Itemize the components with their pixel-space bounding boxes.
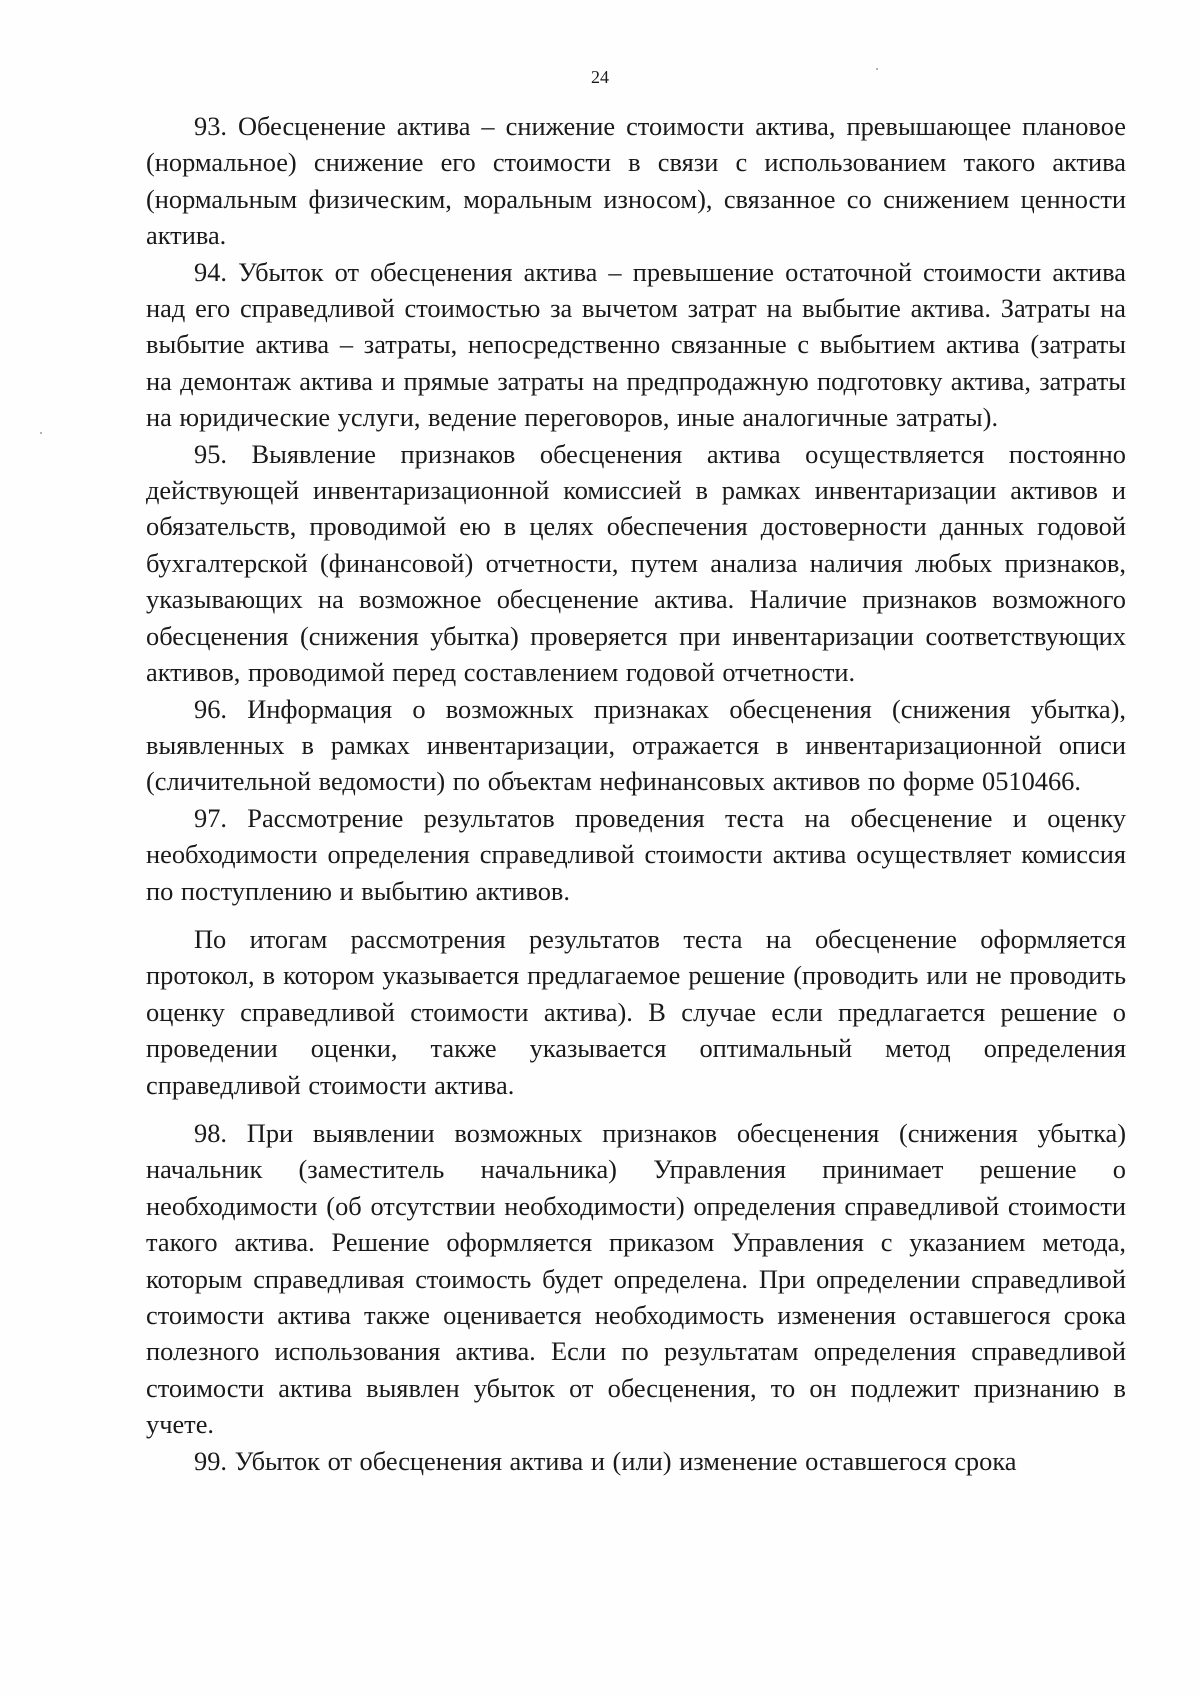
paragraph-96: 96. Информация о возможных признаках обесценения (снижения убытка), выявленных в рамках инвентаризации, отражается в инвентаризационной описи (сличительной ведомости) по объектам нефинансовых активов по форме 0510466. [146,693,1126,797]
paragraph-98: 98. При выявлении возможных признаков обесценения (снижения убытка) начальник (заместитель начальника) Управления принимает решение о необходимости (об отсутствии необходимости) определения справедливой стоимости такого актива. Решение оформляется приказом Управления с указанием метода, которым справедливая стоимость будет определена. При определении справедливой стоимости актива также оценивается необходимость изменения оставшегося срока полезного использования актива. Если по результатам определения справедливой стоимости актива выявлен убыток от обесценения, то он подлежит признанию в учете. [146,1117,1126,1440]
scan-speck [40,432,42,434]
paragraph-94: 94. Убыток от обесценения актива – превышение остаточной стоимости актива над его справедливой стоимостью за вычетом затрат на выбытие актива. Затраты на выбытие актива – затраты, непосредственно связанные с выбытием актива (затраты на демонтаж актива и прямые затраты на предпродажную подготовку актива, затраты на юридические услуги, ведение переговоров, иные аналогичные затраты). [146,256,1126,433]
paragraph-97: 97. Рассмотрение результатов проведения теста на обесценение и оценку необходимости определения справедливой стоимости актива осуществляет комиссия по поступлению и выбытию активов. [146,802,1126,906]
paragraph-97-continuation: По итогам рассмотрения результатов теста на обесценение оформляется протокол, в котором указывается предлагаемое решение (проводить или не проводить оценку справедливой стоимости актива). В случае если предлагается решение о проведении оценки, также указывается оптимальный метод определения справедливой стоимости актива. [146,923,1126,1100]
page-number: 24 [591,67,609,87]
paragraph-93: 93. Обесценение актива – снижение стоимости актива, превышающее плановое (нормальное) снижение его стоимости в связи с использованием такого актива (нормальным физическим, моральным износом), связанное со снижением ценности актива. [146,111,1126,251]
scan-speck [876,68,878,70]
paragraph-95: 95. Выявление признаков обесценения актива осуществляется постоянно действующей инвентаризационной комиссией в рамках инвентаризации активов и обязательств, проводимой ею в целях обеспечения достоверности данных годовой бухгалтерской (финансовой) отчетности, путем анализа наличия любых признаков, указывающих на возможное обесценение актива. Наличие признаков возможного обесценения (снижения убытка) проверяется при инвентаризации соответствующих активов, проводимой перед составлением годовой отчетности. [146,438,1126,688]
paragraph-99: 99. Убыток от обесценения актива и (или) изменение оставшегося срока [194,1445,1017,1476]
document-body [146,108,1126,1479]
